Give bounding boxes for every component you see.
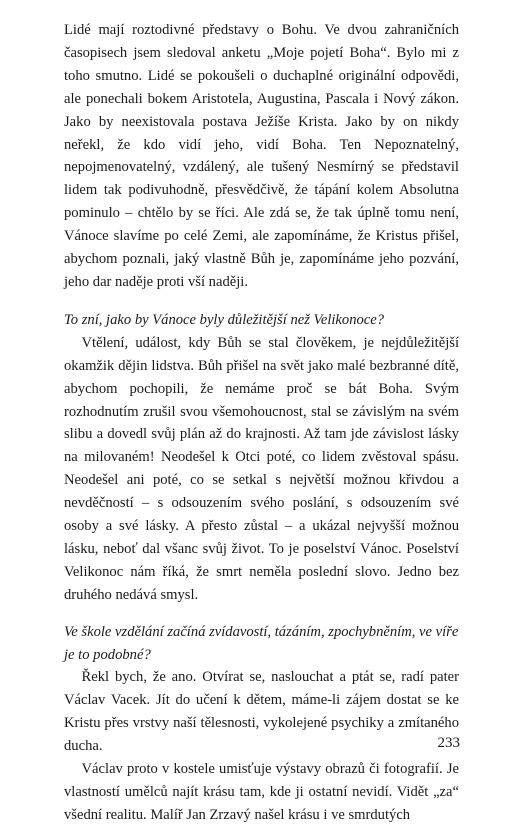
page-number: 233: [437, 735, 460, 751]
interview-question-school: Ve škole vzdělání začíná zvídavostí, tázáním, zpochybněním, ve víře je to podobné?: [64, 623, 459, 663]
paragraph-intro: Lidé mají roztodivné představy o Bohu. Ve dvou zahraničních časopisech jsem sledoval anketu „Moje pojetí Boha“. Bylo mi z toho smutno. Lidé se pokoušeli o duchaplné originální odpovědi, ale ponechali bokem Aristotela, Augustina, Pascala i Nový zákon. Jako by neexistovala postava Ježíše Krista. Jako by on nikdy neřekl, že kdo vidí jeho, vidí Boha. Ten Nepoznatelný, nepojmenovatelný, vzdálený, ale tušený Nesmírný se představil lidem tak podivuhodně, přesvědčivě, že tápání kolem Absolutna pominulo – chtělo by se říci. Ale zdá se, že tak úplně tomu není, Vánoce slavíme po celé Zemi, ale zapomínáme, že Kristus přišel, abychom poznali, jaký vlastně Bůh je, zapomínáme jeho pozvání, jeho dar naděje proti vší naději.: [64, 22, 459, 290]
page-text-block: [64, 19, 459, 827]
interview-question-christmas: To zní, jako by Vánoce byly důležitější než Velikonoce?: [64, 311, 385, 328]
paragraph-incarnation: Vtělení, událost, kdy Bůh se stal člověkem, je nejdůležitější okamžik dějin lidstva. Bůh přišel na svět jako malé bezbranné dítě, abychom pochopili, že nemáme proč se bát Boha. Svým rozhodnutím zrušil svou všemohoucnost, stal se závislým na svém slibu a dovedl svůj plán až do krajnosti. Až tam jde závislost lásky na milovaném! Neodešel k Otci poté, co lidem zvěstoval spásu. Neodešel ani poté, co se setkal s největší možnou křivdou a nevděčností – s odsouzením svého poslání, s odsouzením své osoby a své lásky. A přesto zůstal – a ukázal nejvyšší možnou lásku, neboť dal všanc svůj život. To je poselství Vánoc. Poselství Velikonoc nám říká, že smrt neměla poslední slovo. Jedno bez druhého nedává smysl.: [64, 334, 459, 603]
paragraph-vaclav: Václav proto v kostele umisťuje výstavy obrazů či fotografií. Je vlastností umělců najít krásu tam, kde ji ostatní nevidí. Vidět „za“ všední realitu. Malíř Jan Zrzavý našel krásu i ve smrdutých: [64, 761, 459, 823]
paragraph-answer: Řekl bych, že ano. Otvírat se, naslouchat a ptát se, radí pater Václav Vacek. Jít do učení k dětem, máme-li zájem dostat se ke Kristu přes vrstvy naší tělesnosti, vykolejené psychiky a zmítaného ducha.: [64, 669, 459, 755]
